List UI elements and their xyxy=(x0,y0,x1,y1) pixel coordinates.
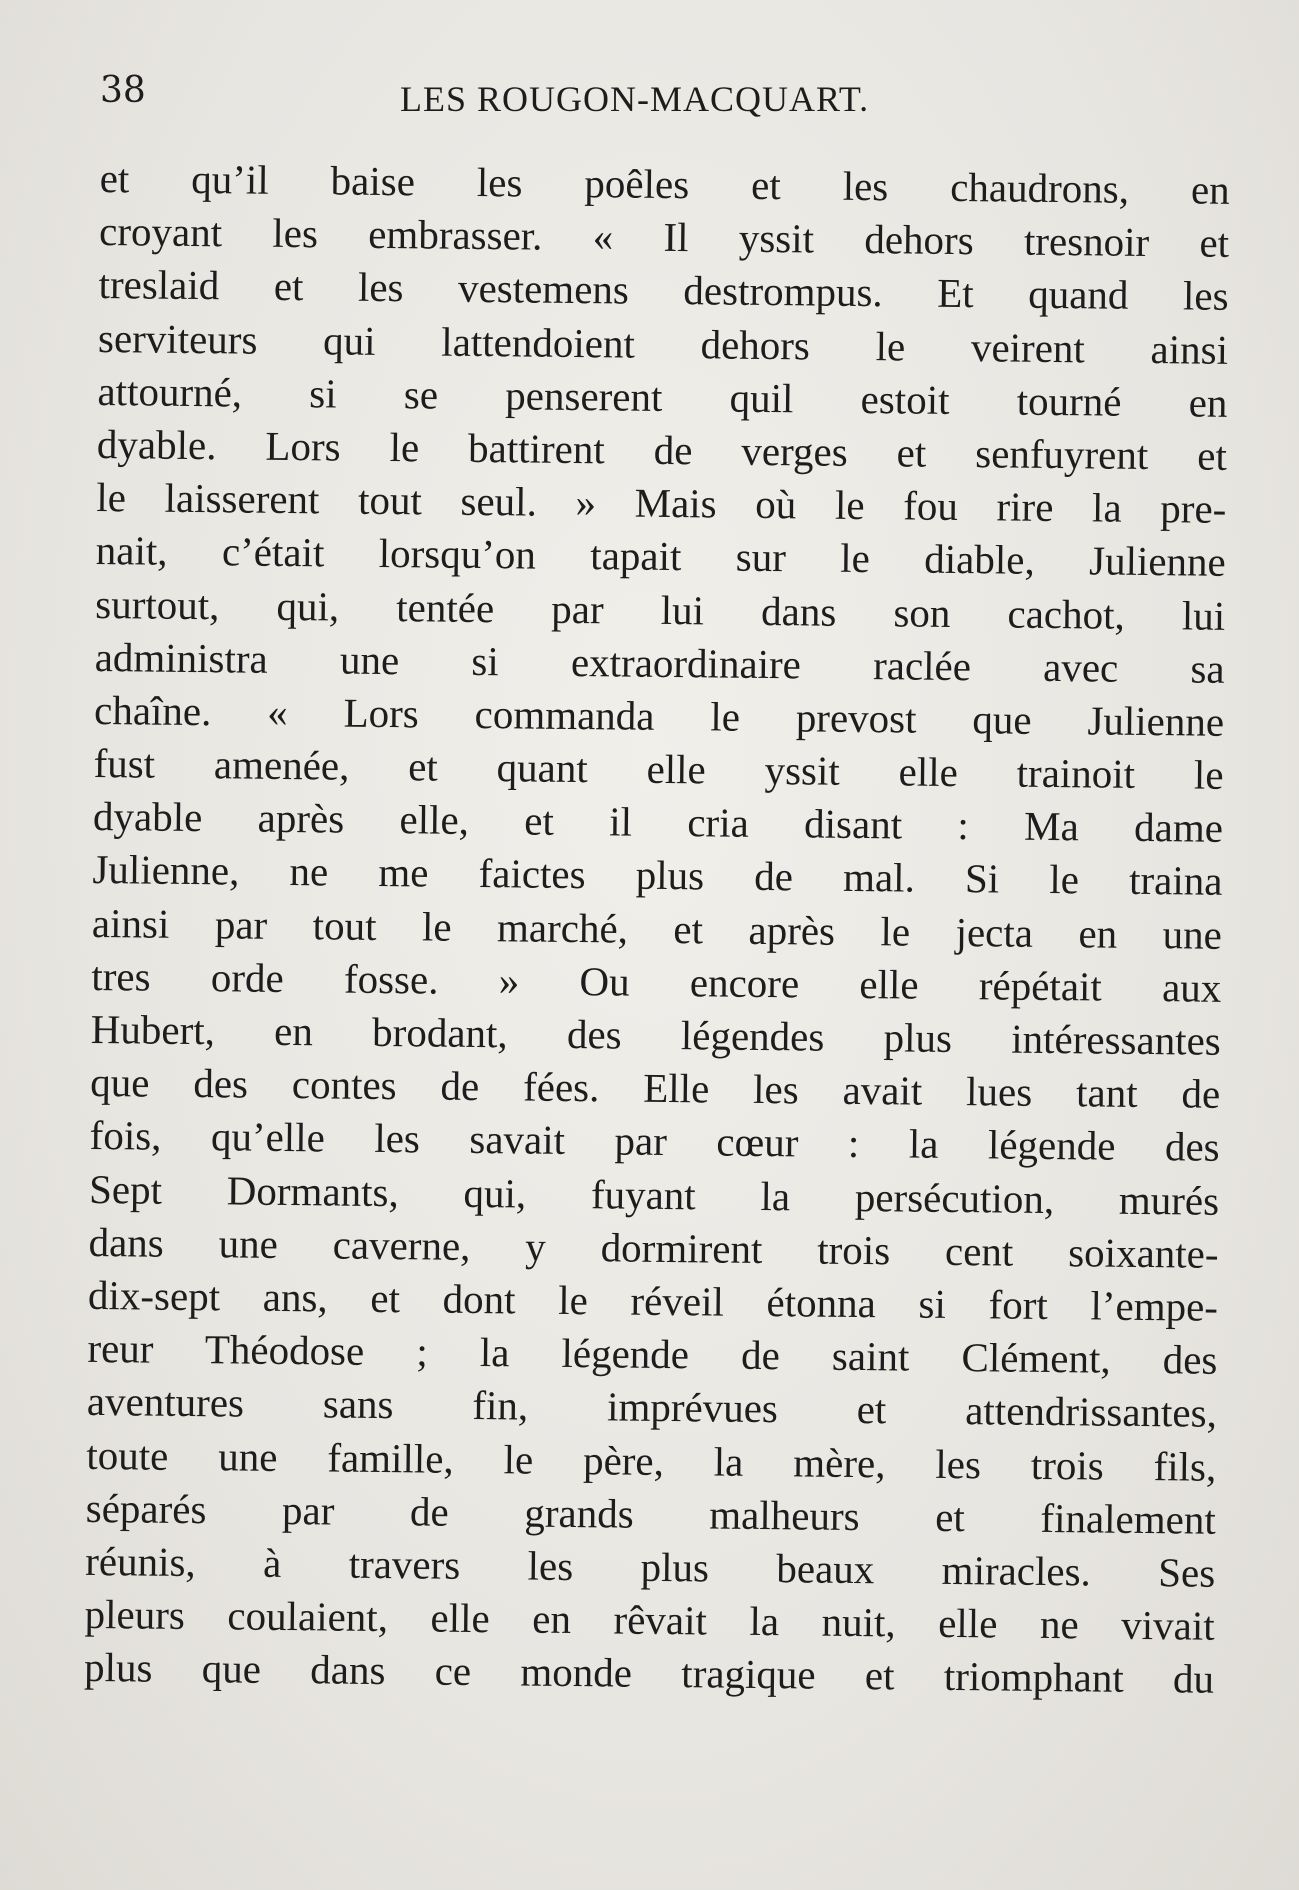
text-line: dyable après elle, et il cria disant : Ma dame xyxy=(92,793,1224,852)
text-line: Sept Dormants, qui, fuyant la persécution, murés xyxy=(88,1165,1220,1224)
text-line: reur Théodose ; la légende de saint Clément, des xyxy=(87,1325,1218,1383)
text-line: dix-sept ans, et dont le réveil étonna si fort l’empe- xyxy=(87,1271,1219,1330)
text-line: que des contes de fées. Elle les avait lues tant de xyxy=(90,1059,1221,1117)
text-line: tres orde fosse. » Ou encore elle répétait aux xyxy=(91,952,1222,1011)
page-number: 38 xyxy=(100,70,146,111)
text-line: pleurs coulaient, elle en rêvait la nuit, elle ne vivait xyxy=(84,1590,1215,1649)
text-line: treslaid et les vestemens destrompus. Et quand les xyxy=(98,261,1229,320)
text-line: Julienne, ne me faictes plus de mal. Si le traina xyxy=(92,846,1223,905)
text-line: ainsi par tout le marché, et après le jecta en une xyxy=(91,899,1223,958)
text-line: surtout, qui, tentée par lui dans son cachot, lui xyxy=(95,580,1226,639)
text-line: nait, c’était lorsqu’on tapait sur le diable, Julienne xyxy=(95,527,1227,586)
text-line: serviteurs qui lattendoient dehors le veirent ainsi xyxy=(97,314,1229,373)
text-line: et qu’il baise les poêles et les chaudrons, en xyxy=(99,154,1230,213)
text-line: séparés par de grands malheurs et finalement xyxy=(85,1484,1216,1543)
text-line: fust amenée, et quant elle yssit elle trainoit le xyxy=(93,740,1224,798)
text-line: chaîne. « Lors commanda le prevost que Julienne xyxy=(93,686,1225,745)
text-line: toute une famille, le père, la mère, les trois fils, xyxy=(86,1431,1217,1490)
text-line: attourné, si se penserent quil estoit tourné en xyxy=(97,367,1228,426)
running-head xyxy=(100,70,1220,130)
text-line: fois, qu’elle les savait par cœur : la légende des xyxy=(89,1112,1220,1171)
text-line: Hubert, en brodant, des légendes plus intéressantes xyxy=(90,1005,1221,1064)
text-line: aventures sans fin, imprévues et attendrissantes, xyxy=(86,1378,1218,1437)
text-line: croyant les embrasser. « Il yssit dehors tresnoir et xyxy=(98,208,1230,267)
running-title: LES ROUGON-MACQUART. xyxy=(400,79,870,119)
text-line: administra une si extraordinaire raclée avec sa xyxy=(94,633,1225,692)
body-text xyxy=(84,152,1230,1706)
text-line: dans une caverne, y dormirent trois cent soixante- xyxy=(88,1218,1219,1277)
text-line: réunis, à travers les plus beaux miracles. Ses xyxy=(85,1537,1216,1596)
text-line: le laisserent tout seul. » Mais où le fou rire la pre- xyxy=(96,474,1227,532)
text-line: dyable. Lors le battirent de verges et senfuyrent et xyxy=(96,420,1228,479)
text-line: plus que dans ce monde tragique et triomphant du xyxy=(83,1644,1215,1702)
